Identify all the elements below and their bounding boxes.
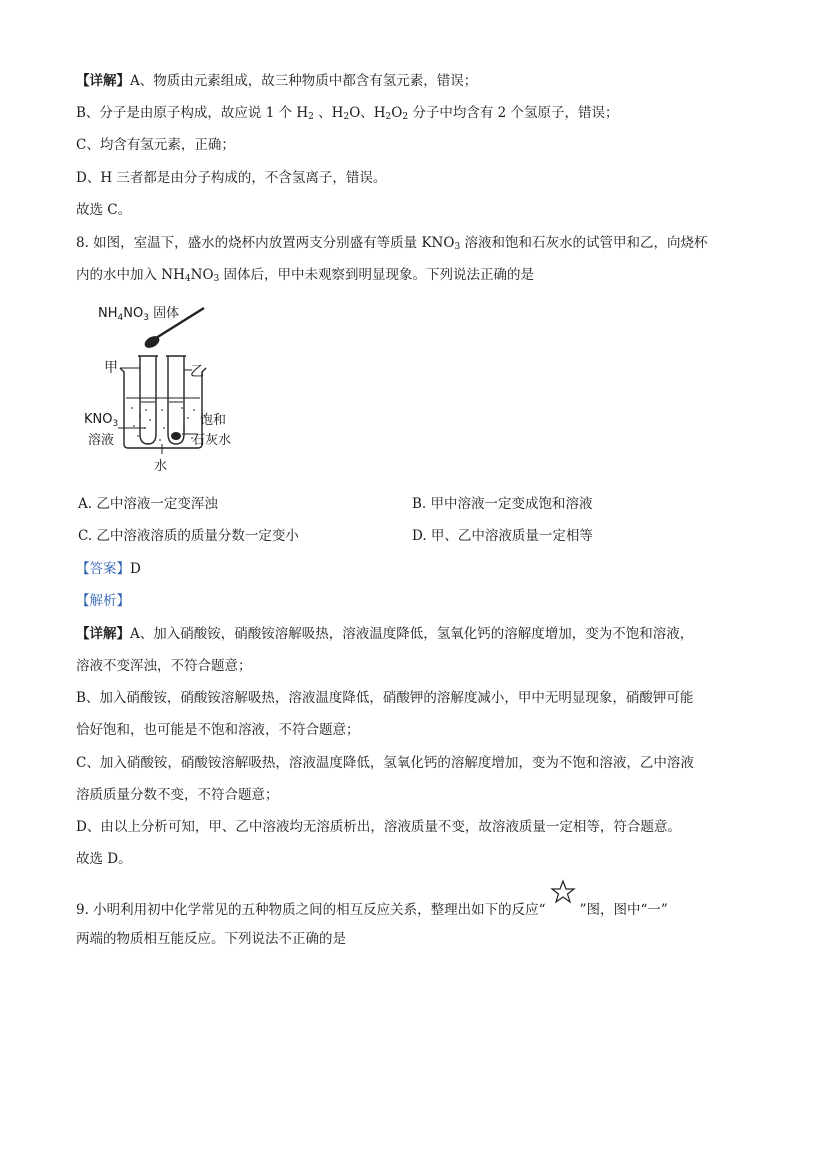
answer-tag: 【答案】 xyxy=(76,561,130,577)
q8-detail-c1: C、加入硝酸铵，硝酸铵溶解吸热，溶液温度降低，氢氧化钙的溶解度增加，变为不饱和溶液，乙中溶液 xyxy=(76,755,694,771)
q8-detail-b1: B、加入硝酸铵，硝酸铵溶解吸热，溶液温度降低，硝酸钾的溶解度减小，甲中无明显现象，硝酸钾可能 xyxy=(76,690,694,706)
label-solution: 溶液 xyxy=(88,433,115,448)
label-kno3: $KNO_3$ xyxy=(84,412,119,429)
q8-analysis-tag: 【解析】 xyxy=(76,593,130,609)
label-limewater: 石灰水 xyxy=(192,433,232,448)
detail-tag: 【详解】 xyxy=(76,626,130,642)
q9-stem-line2: 两端的物质相互能反应。下列说法不正确的是 xyxy=(76,931,346,947)
label-jia: 甲 xyxy=(104,360,118,376)
test-tube-jia xyxy=(138,356,158,444)
q8-answer xyxy=(76,560,141,578)
label-water: 水 xyxy=(154,459,168,474)
label-yi: 乙 xyxy=(190,364,204,380)
option-d: D. 甲、乙中溶液质量一定相等 xyxy=(412,528,593,544)
q8-detail-a1: 【详解】A、加入硝酸铵，硝酸铵溶解吸热，溶液温度降低，氢氧化钙的溶解度增加，变为不饱和溶液， xyxy=(76,626,694,642)
test-tube-yi xyxy=(166,356,186,444)
label-saturated: 饱和 xyxy=(200,413,227,428)
solid-label: $NH_4NO_3$ 固体 xyxy=(98,306,180,323)
answer-value: D xyxy=(130,561,141,577)
option-c: C. 乙中溶液溶质的质量分数一定变小 xyxy=(78,528,299,544)
q8-detail-b2: 恰好饱和，也可能是不饱和溶液，不符合题意； xyxy=(76,722,360,738)
q9-stem-line1: 9. 小明利用初中化学常见的五种物质之间的相互反应关系，整理出如下的反应“ ”图，图中“一” xyxy=(76,901,668,919)
q8-conclusion: 故选 D。 xyxy=(76,851,132,867)
option-a: A. 乙中溶液一定变浑浊 xyxy=(78,496,218,512)
q8-stem-line2: 内的水中加入 $NH_4NO_3$ 固体后，甲中未观察到明显现象。下列说法正确的是 xyxy=(76,267,535,284)
q8-beaker-figure xyxy=(78,298,258,478)
q7-detail-d: D、H 三者都是由分子构成的，不含氢离子，错误。 xyxy=(76,170,387,186)
q8-detail-c2: 溶质质量分数不变，不符合题意； xyxy=(76,787,279,803)
q7-conclusion: 故选 C。 xyxy=(76,202,132,218)
option-b: B. 甲中溶液一定变成饱和溶液 xyxy=(412,496,593,512)
detail-tag: 【详解】 xyxy=(76,73,130,89)
q8-detail-d1: D、由以上分析可知，甲、乙中溶液均无溶质析出，溶液质量不变，故溶液质量一定相等，符合题意。 xyxy=(76,819,681,835)
q8-stem-line1: 8. 如图，室温下，盛水的烧杯内放置两支分别盛有等质量 $KNO_3$ 溶液和饱和石灰水的试管甲和乙，向烧杯 xyxy=(76,235,708,252)
q8-detail-a2: 溶液不变浑浊，不符合题意； xyxy=(76,658,252,674)
q7-detail-a: 【详解】A、物质由元素组成，故三种物质中都含有氢元素，错误； xyxy=(76,73,478,89)
q7-detail-b: B、分子是由原子构成，故应说 1 个 $H_2$ 、$H_2O$、$H_2O_2$ 分子中均含有 2 个氢原子，错误； xyxy=(76,105,619,122)
q7-detail-c: C、均含有氢元素，正确； xyxy=(76,137,235,153)
star-icon xyxy=(550,879,576,905)
